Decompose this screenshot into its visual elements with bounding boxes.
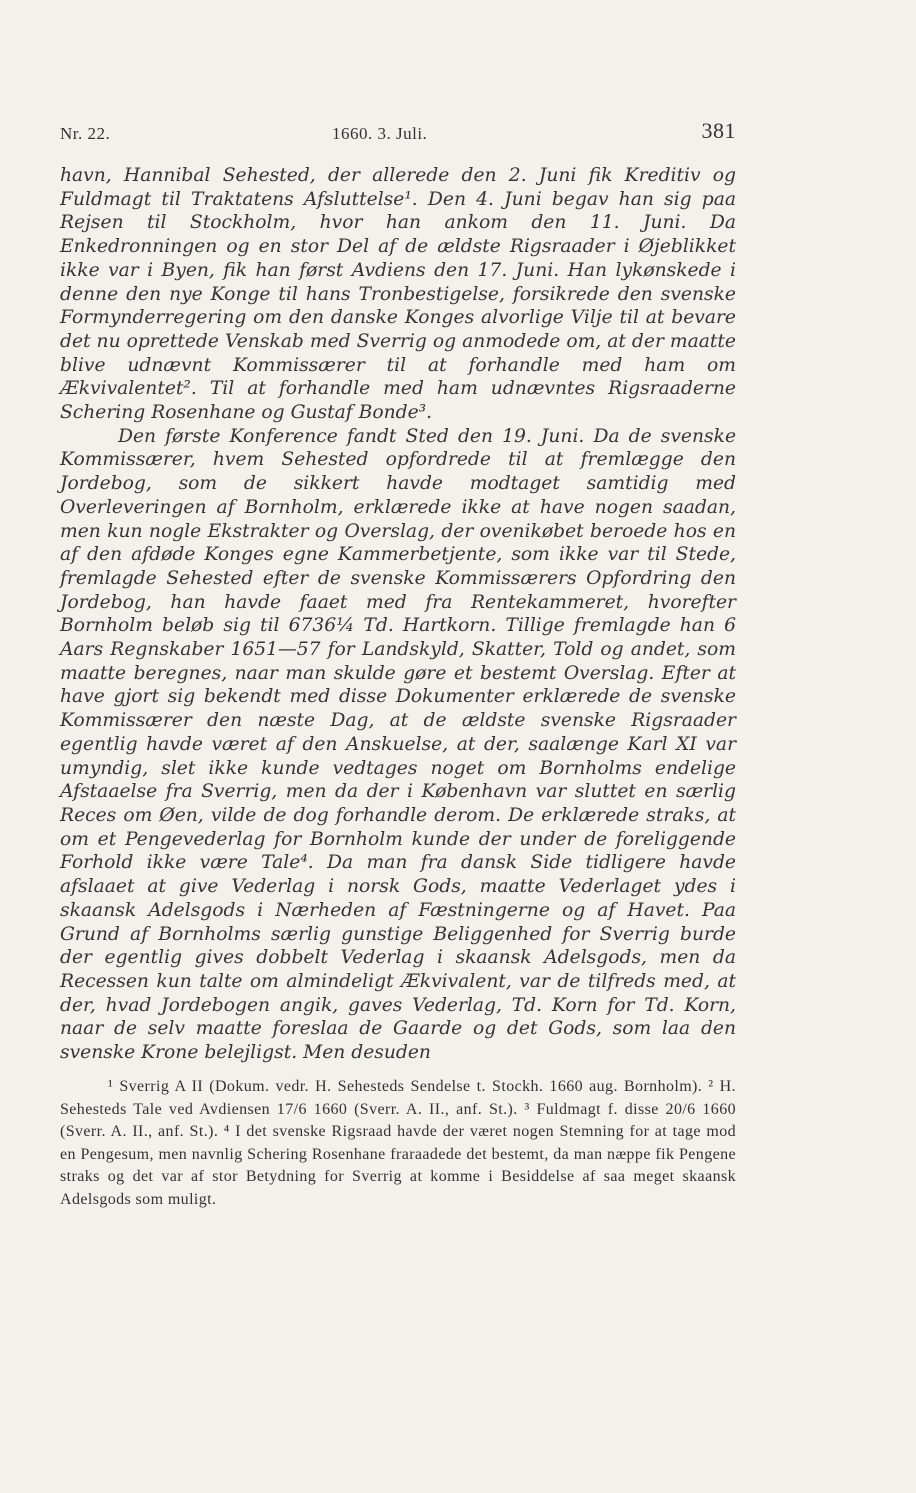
paragraph-1: havn, Hannibal Sehested, der allerede den 2. Juni fik Kreditiv og Fuldmagt til Traktatens Afsluttelse¹. Den 4. Juni begav han sig paa Rejsen til Stockholm, hvor han ankom den 11. Juni. Da Enkedronningen og en stor Del af de ældste Rigsraader i Øjeblikket ikke var i Byen, fik han først Avdiens den 17. Juni. Han lykønskede i denne den nye Konge til hans Tronbestigelse, forsikrede den svenske Formynderregering om den danske Konges alvorlige Vilje til at bevare det nu oprettede Venskab med Sverrig og anmodede om, at der maatte blive udnævnt Kommissærer til at forhandle med ham om Ækvivalentet². Til at forhandle med ham udnævntes Rigsraaderne Schering Rosenhane og Gustaf Bonde³. xyxy=(60,165,736,424)
footnotes xyxy=(60,1076,736,1211)
page-number: 381 xyxy=(701,118,736,143)
header-date: 1660. 3. Juli. xyxy=(332,124,428,143)
footnote-text: ¹ Sverrig A II (Dokum. vedr. H. Sehesteds Sendelse t. Stockh. 1660 aug. Bornholm). ² H. Sehesteds Tale ved Avdiensen 17/6 1660 (Sverr. A. II., anf. St.). ³ Fuldmagt f. disse 20/6 1660 (Sverr. A. II., anf. St.). ⁴ I det svenske Rigsraad havde der været nogen Stemning for at tage mod en Pengesum, men navnlig Schering Rosenhane fraraadede det bestemt, da man næppe fik Pengene straks og det var af stor Betydning for Sverrig at komme i Besiddelse af saa meget skaansk Adelsgods som muligt. xyxy=(60,1078,736,1208)
document-number: Nr. 22. xyxy=(60,124,111,143)
main-text xyxy=(60,164,736,1065)
paragraph-2: Den første Konference fandt Sted den 19. Juni. Da de svenske Kommissærer, hvem Sehested opfordrede til at fremlægge den Jordebog, som de sikkert havde modtaget samtidig med Overleveringen af Bornholm, erklærede ikke at have nogen saadan, men kun nogle Ekstrakter og Overslag, der ovenikøbet beroede hos en af den afdøde Konges egne Kammerbetjente, som ikke var til Stede, fremlagde Sehested efter de svenske Kommissærers Opfordring den Jordebog, han havde faaet med fra Rentekammeret, hvorefter Bornholm beløb sig til 6736¼ Td. Hartkorn. Tillige fremlagde han 6 Aars Regnskaber 1651—57 for Landskyld, Skatter, Told og andet, som maatte beregnes, naar man skulde gøre et bestemt Overslag. Efter at have gjort sig bekendt med disse Dokumenter erklærede de svenske Kommissærer den næste Dag, at de ældste svenske Rigsraader egentlig havde været af den Anskuelse, at der, saalænge Karl XI var umyndig, slet ikke kunde vedtages noget om Bornholms endelige Afstaaelse fra Sverrig, men da der i København var sluttet en særlig Reces om Øen, vilde de dog forhandle derom. De erklærede straks, at om et Pengevederlag for Bornholm kunde der under de foreliggende Forhold ikke være Tale⁴. Da man fra dansk Side tidligere havde afslaaet at give Vederlag i norsk Gods, maatte Vederlaget ydes i skaansk Adelsgods i Nærheden af Fæstningerne og af Havet. Paa Grund af Bornholms særlig gunstige Beliggenhed for Sverrig burde der egentlig gives dobbelt Vederlag i skaansk Adelsgods, men da Recessen kun talte om almindeligt Ækvivalent, var de tilfreds med, at der, hvad Jordebogen angik, gaves Vederlag, Td. Korn for Td. Korn, naar de selv maatte foreslaa de Gaarde og det Gods, som laa den svenske Krone belejligst. Men desuden xyxy=(60,425,736,1064)
running-header xyxy=(60,118,736,148)
